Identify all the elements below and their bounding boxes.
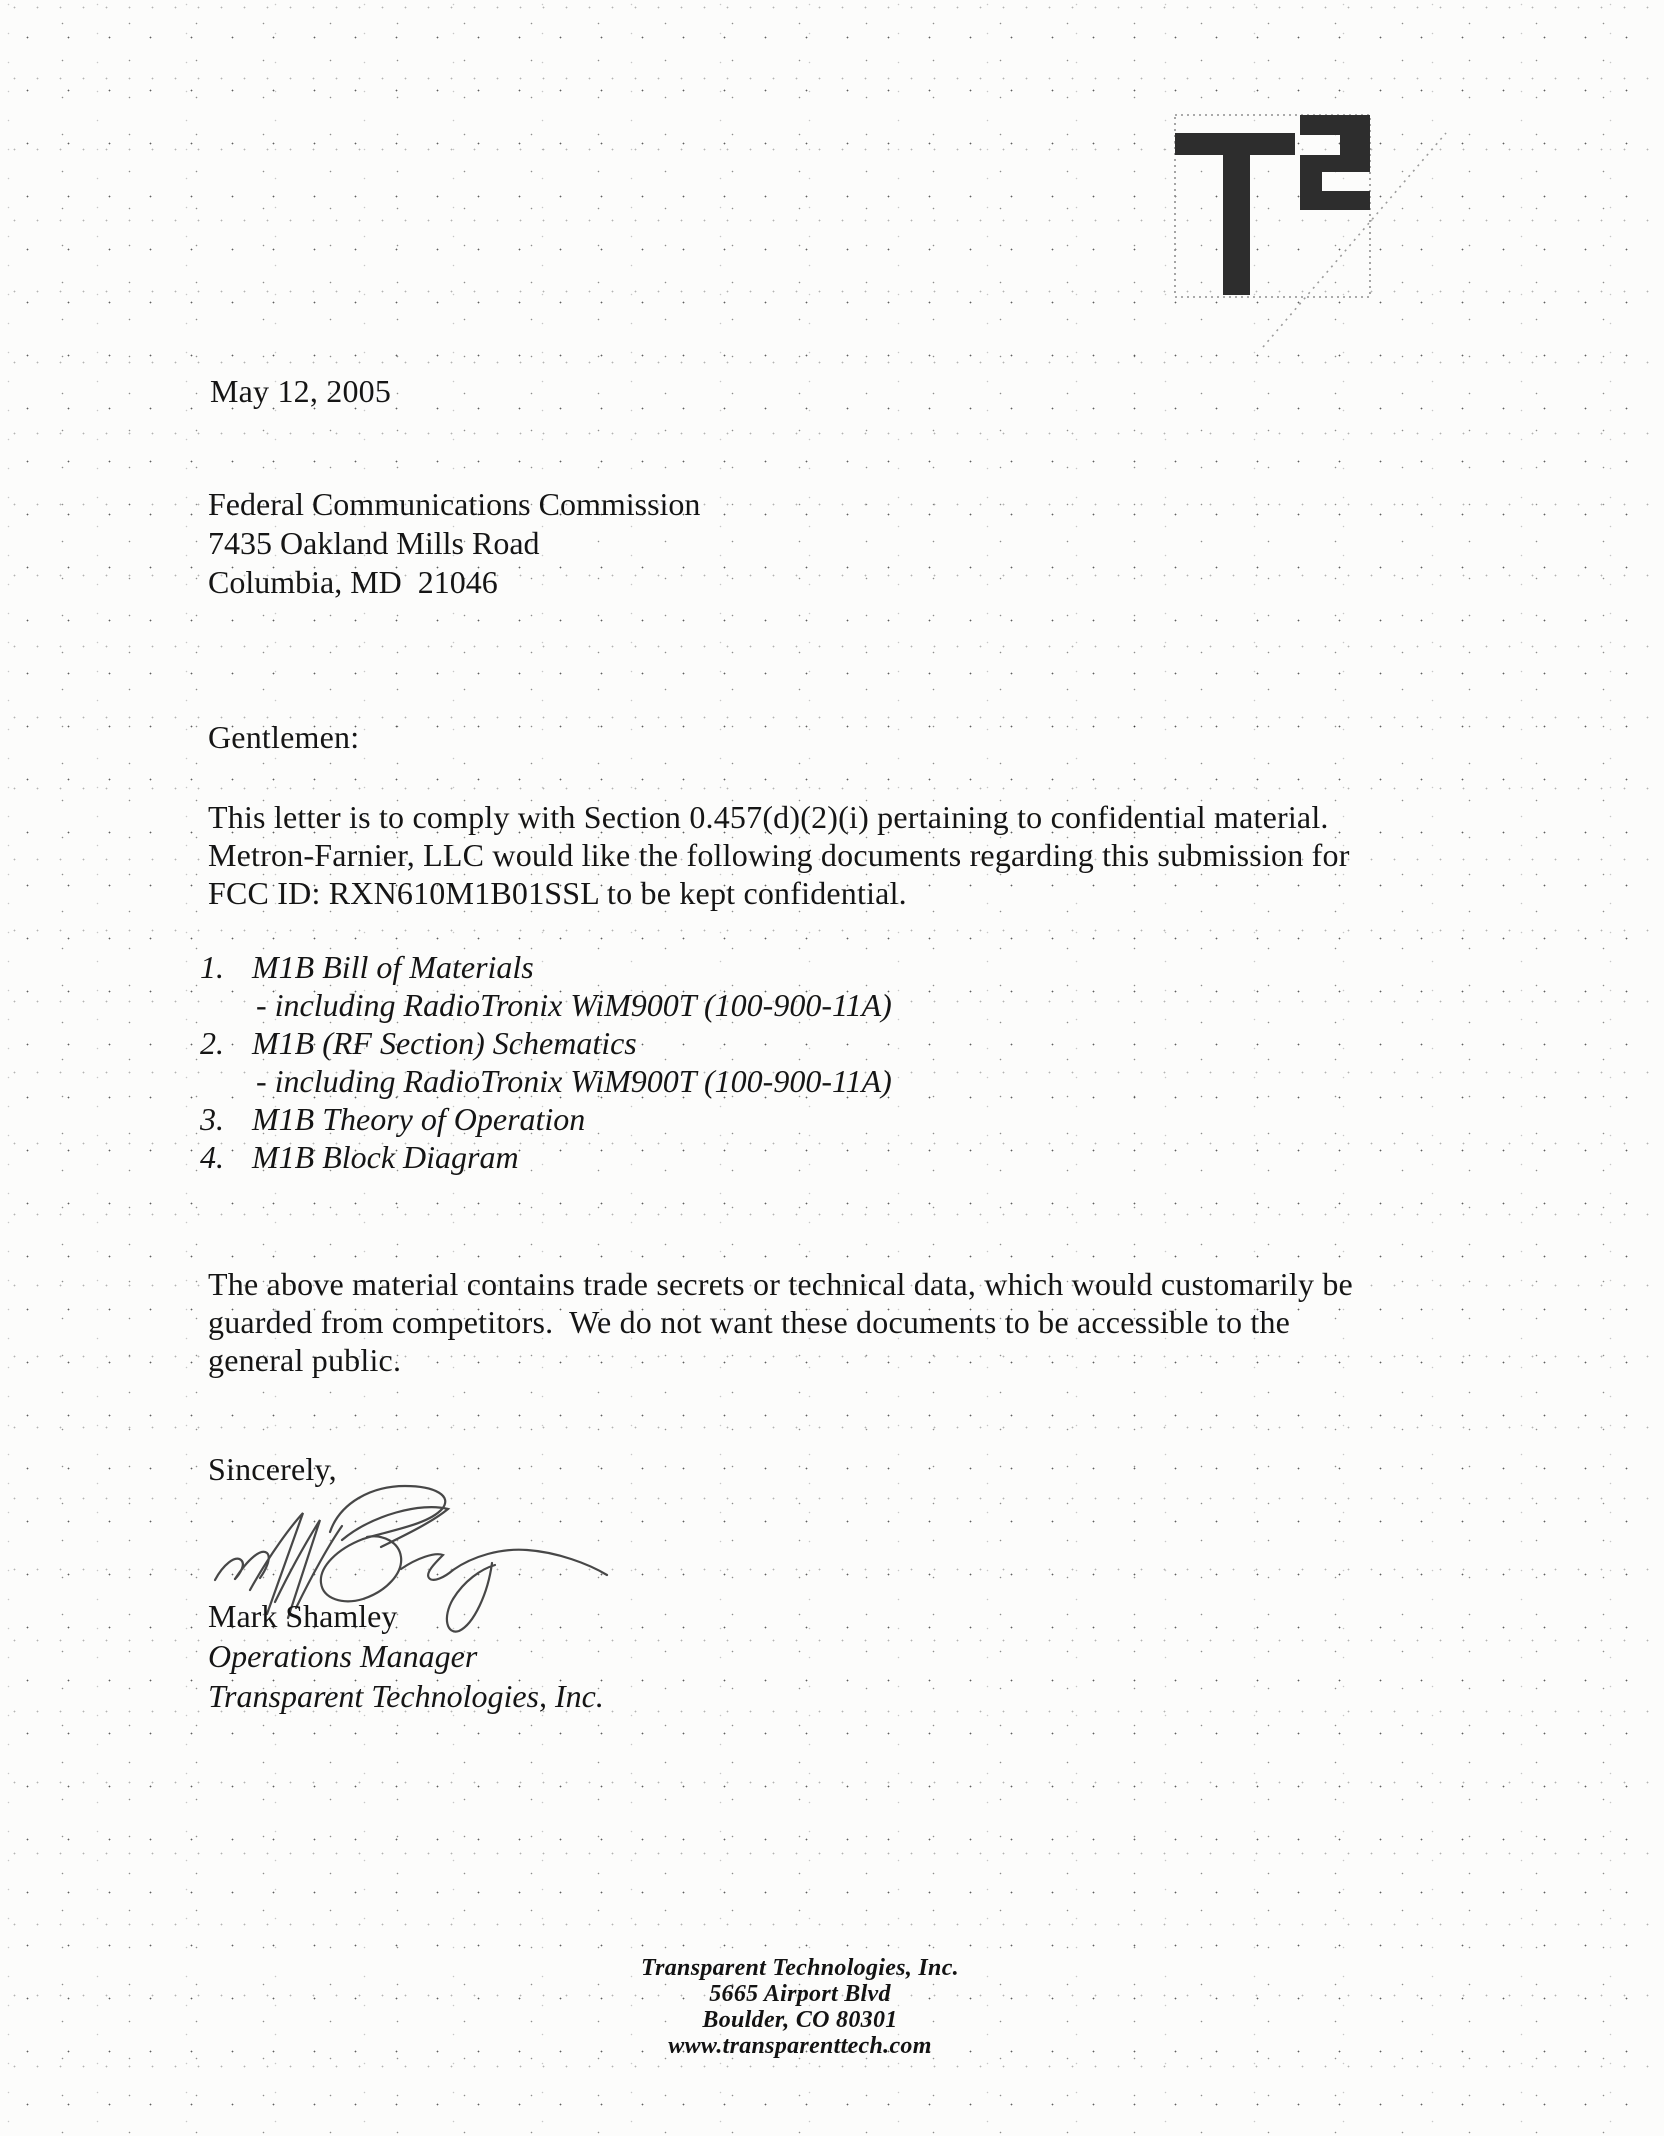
salutation: Gentlemen: (208, 719, 360, 755)
list-item-title: M1B (RF Section) Schematics (252, 1025, 637, 1061)
list-item-number: 4. (200, 1139, 224, 1175)
paragraph-line: general public. (208, 1342, 402, 1378)
paragraph-line: FCC ID: RXN610M1B01SSL to be kept confidential. (208, 875, 907, 911)
list-item-title: M1B Theory of Operation (252, 1101, 586, 1137)
letter-date: May 12, 2005 (210, 373, 392, 409)
logo-glyphs (1175, 115, 1370, 295)
list-item-note: - including RadioTronix WiM900T (100-900-11A) (256, 1063, 892, 1099)
paragraph-line: This letter is to comply with Section 0.457(d)(2)(i) pertaining to confidential material. (208, 799, 1329, 835)
list-item-title: M1B Block Diagram (252, 1139, 519, 1175)
paragraph-line: The above material contains trade secrets or technical data, which would customarily be (208, 1266, 1353, 1302)
list-item-number: 2. (200, 1025, 224, 1061)
letterhead-footer (550, 1955, 1050, 2059)
valediction: Sincerely, (208, 1451, 337, 1487)
list-item-number: 3. (200, 1101, 224, 1137)
footer-city: Boulder, CO 80301 (702, 2007, 898, 2033)
intro-paragraph (208, 798, 1350, 912)
closing-paragraph (208, 1265, 1353, 1379)
list-item (200, 948, 892, 1024)
recipient-address (208, 485, 700, 602)
t2-logo (1150, 85, 1450, 350)
paragraph-line: guarded from competitors. We do not want these documents to be accessible to the (208, 1304, 1291, 1340)
list-item-note: - including RadioTronix WiM900T (100-900-11A) (256, 987, 892, 1023)
footer-website: www.transparenttech.com (668, 2033, 932, 2059)
footer-company: Transparent Technologies, Inc. (641, 1955, 959, 1981)
t2-logo-icon (1150, 85, 1450, 350)
signer-name: Mark Shamley (208, 1598, 398, 1634)
document-list (200, 948, 892, 1176)
list-item-title: M1B Bill of Materials (252, 949, 534, 985)
recipient-line: Federal Communications Commission (208, 486, 701, 522)
list-item (200, 1138, 892, 1176)
paragraph-line: Metron-Farnier, LLC would like the following documents regarding this submission for (208, 837, 1350, 873)
footer-street: 5665 Airport Blvd (709, 1981, 891, 2007)
list-item (200, 1024, 892, 1100)
recipient-line: Columbia, MD 21046 (208, 564, 498, 600)
list-item-number: 1. (200, 949, 224, 985)
signer-block (208, 1596, 604, 1716)
list-item (200, 1100, 892, 1138)
signer-company: Transparent Technologies, Inc. (208, 1678, 604, 1714)
signer-title: Operations Manager (208, 1638, 478, 1674)
recipient-line: 7435 Oakland Mills Road (208, 525, 540, 561)
